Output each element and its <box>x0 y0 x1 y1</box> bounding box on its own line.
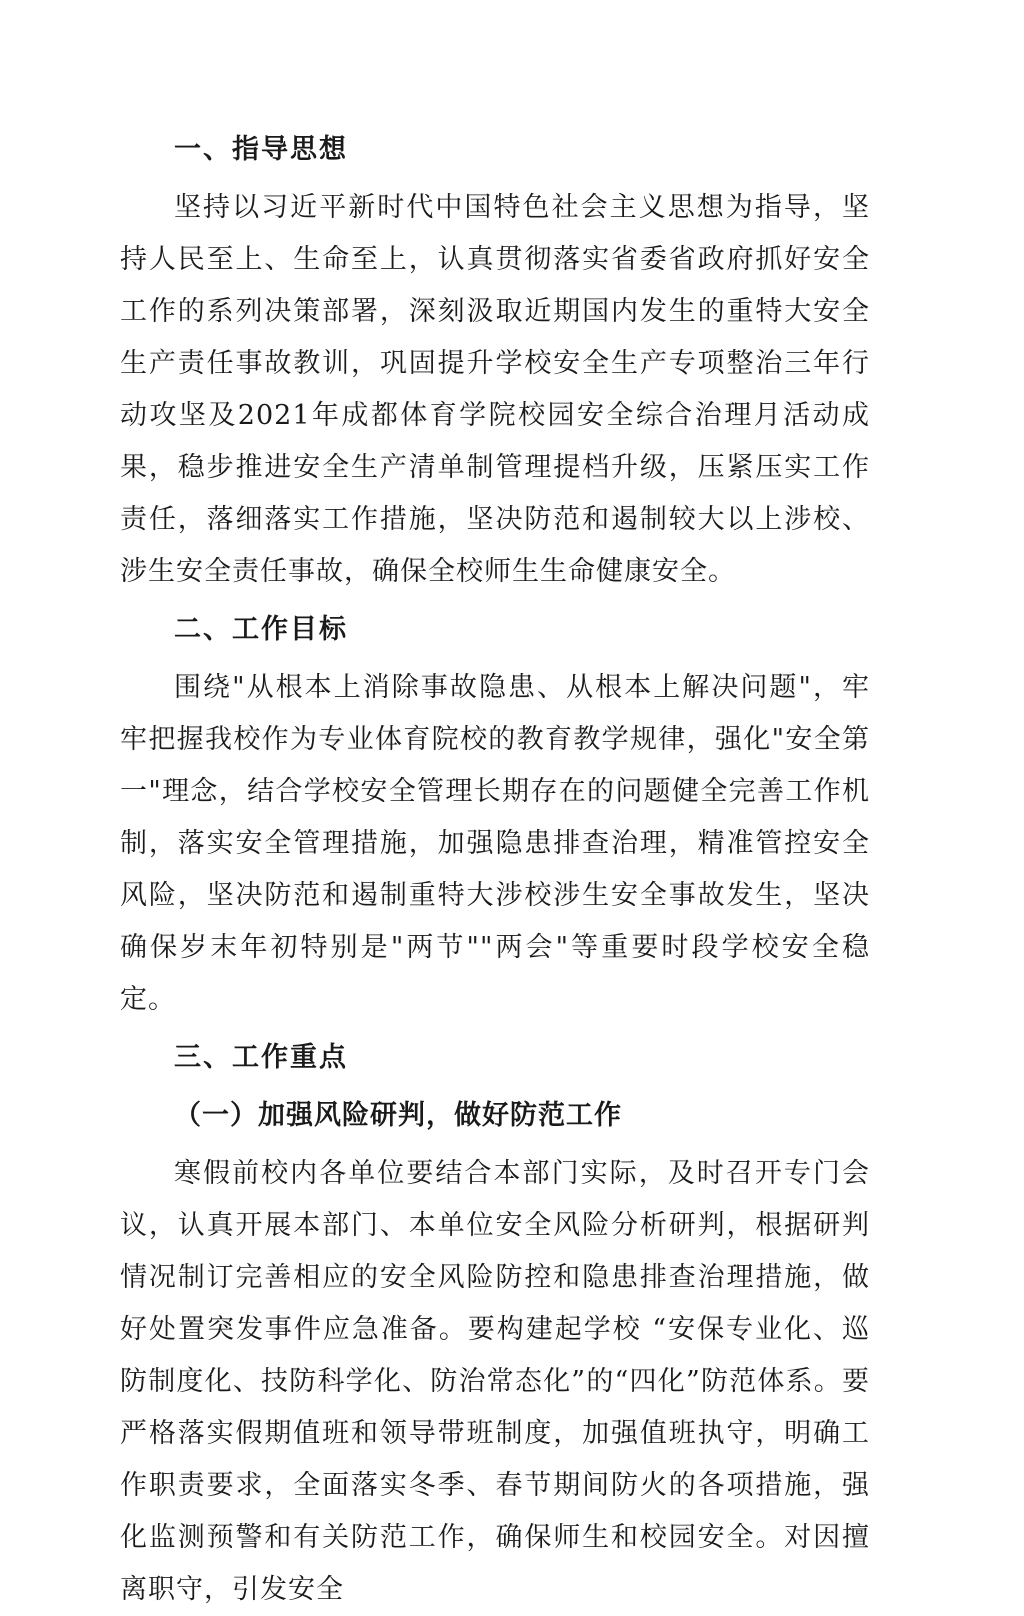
section-body-guiding-ideology: 坚持以习近平新时代中国特色社会主义思想为指导，坚持人民至上、生命至上，认真贯彻落实省委省政府抓好安全工作的系列决策部署，深刻汲取近期国内发生的重特大安全生产责任事故教训，巩固提升学校安全生产专项整治三年行动攻坚及2021年成都体育学院校园安全综合治理月活动成果，稳步推进安全生产清单制管理提档升级，压紧压实工作责任，落细落实工作措施，坚决防范和遏制较大以上涉校、涉生安全责任事故，确保全校师生生命健康安全。 <box>120 192 870 587</box>
section-heading-work-focus: 三、工作重点 <box>174 1042 348 1073</box>
subsection-heading-risk-assessment: （一）加强风险研判，做好防范工作 <box>174 1100 622 1131</box>
subsection-body-risk-assessment: 寒假前校内各单位要结合本部门实际，及时召开专门会议，认真开展本部门、本单位安全风险分析研判，根据研判情况制订完善相应的安全风险防控和隐患排查治理措施，做好处置突发事件应急准备。要构建起学校 “安保专业化、巡防制度化、技防科学化、防治常态化”的“四化”防范体系。要严格落实假期值班和领导带班制度，加强值班执守，明确工作职责要求，全面落实冬季、春节期间防火的各项措施，强化监测预警和有关防范工作，确保师生和校园安全。对因擅离职守，引发安全 <box>120 1158 870 1605</box>
section-heading-work-goals: 二、工作目标 <box>174 614 348 645</box>
document-content <box>120 124 870 1616</box>
section-body-work-goals: 围绕"从根本上消除事故隐患、从根本上解决问题"，牢牢把握我校作为专业体育院校的教育教学规律，强化"安全第一"理念，结合学校安全管理长期存在的问题健全完善工作机制，落实安全管理措施，加强隐患排查治理，精准管控安全风险，坚决防范和遏制重特大涉校涉生安全事故发生，坚决确保岁末年初特别是"两节""两会"等重要时段学校安全稳定。 <box>120 672 870 1015</box>
section-heading-guiding-ideology: 一、指导思想 <box>174 134 348 165</box>
